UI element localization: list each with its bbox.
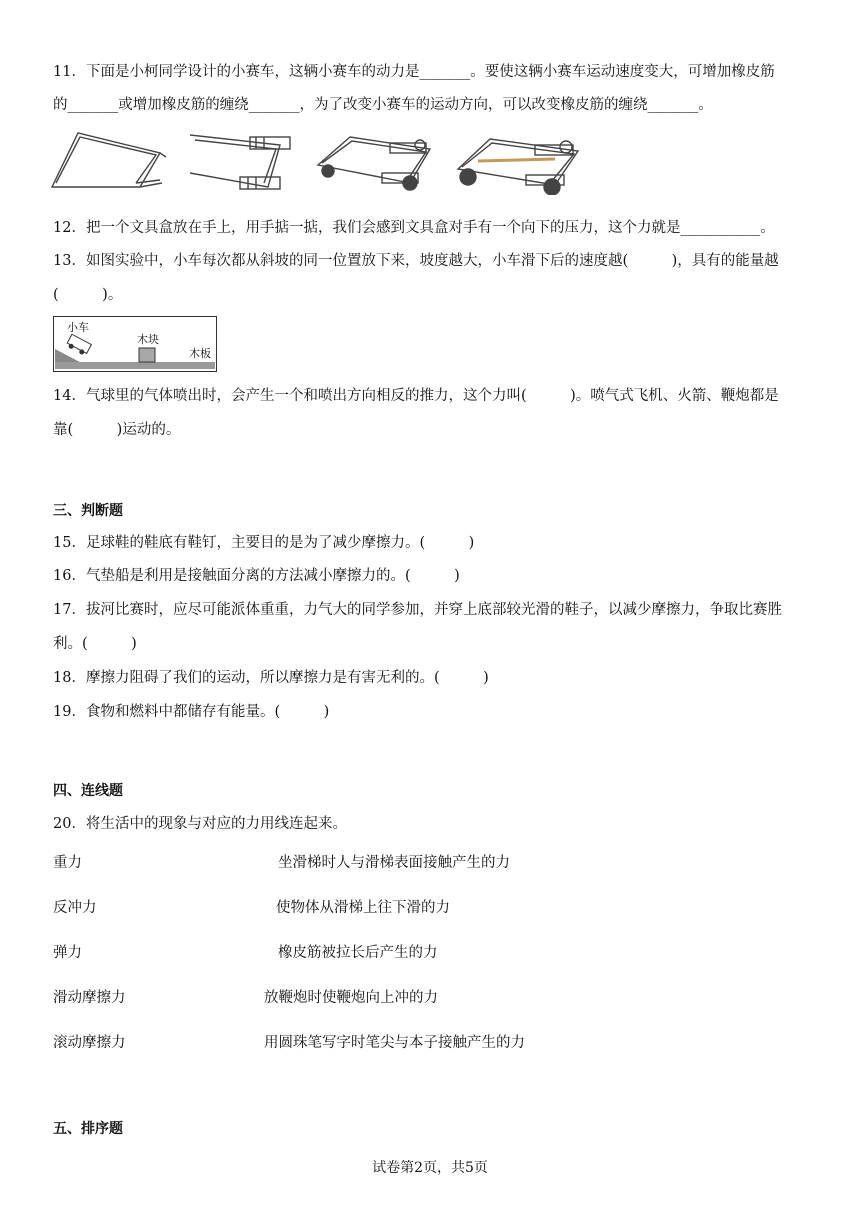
car-frame-step-4 bbox=[458, 139, 578, 195]
car-frame-step-2 bbox=[190, 135, 290, 189]
q13-line-1: 13．如图实验中，小车每次都从斜坡的同一位置放下来，坡度越大，小车滑下后的速度越( )，具有的能量越 bbox=[53, 253, 779, 269]
q18-line: 18．摩擦力阻碍了我们的运动，所以摩擦力是有害无利的。( ) bbox=[53, 670, 489, 686]
q16-line: 16．气垫船是利用是接触面分离的方法减小摩擦力的。( ) bbox=[53, 568, 460, 584]
section-4-title: 四、连线题 bbox=[53, 783, 123, 799]
race-car-figure bbox=[50, 125, 590, 195]
match-left-item: 弹力 bbox=[53, 945, 82, 961]
match-right-item: 用圆珠笔写字时笔尖与本子接触产生的力 bbox=[264, 1035, 525, 1051]
block-label: 木块 bbox=[137, 333, 159, 346]
q20-line: 20．将生活中的现象与对应的力用线连起来。 bbox=[53, 816, 347, 832]
board-label: 木板 bbox=[189, 347, 211, 360]
car-frame-step-1 bbox=[52, 133, 166, 187]
wood-block-icon bbox=[139, 348, 155, 362]
q12-line: 12．把一个文具盒放在手上，用手掂一掂，我们会感到文具盒对手有一个向下的压力，这个力就是___________。 bbox=[53, 220, 775, 236]
q14-line-2: 靠( )运动的。 bbox=[53, 422, 181, 438]
q11-line-2: 的_______或增加橡皮筋的缠绕_______，为了改变小赛车的运动方向，可以改变橡皮筋的缠绕_______。 bbox=[53, 97, 713, 113]
match-left-item: 滑动摩擦力 bbox=[53, 990, 126, 1006]
car-label: 小车 bbox=[67, 321, 89, 334]
section-5-title: 五、排序题 bbox=[53, 1121, 123, 1137]
car-frame-step-3 bbox=[318, 137, 430, 190]
q19-line: 19．食物和燃料中都储存有能量。( ) bbox=[53, 704, 330, 720]
match-right-item: 使物体从滑梯上往下滑的力 bbox=[276, 900, 450, 916]
ramp-experiment-figure bbox=[53, 316, 217, 372]
q11-line-1: 11．下面是小柯同学设计的小赛车，这辆小赛车的动力是_______。要使这辆小赛车运动速度变大，可增加橡皮筋 bbox=[53, 64, 775, 80]
q17-line-1: 17．拔河比赛时，应尽可能派体重重，力气大的同学参加，并穿上底部较光滑的鞋子，以减少摩擦力，争取比赛胜 bbox=[53, 602, 782, 618]
q14-line-1: 14．气球里的气体喷出时，会产生一个和喷出方向相反的推力，这个力叫( )。喷气式飞机、火箭、鞭炮都是 bbox=[53, 388, 779, 404]
match-right-item: 坐滑梯时人与滑梯表面接触产生的力 bbox=[278, 855, 510, 871]
match-left-item: 重力 bbox=[53, 855, 82, 871]
section-3-title: 三、判断题 bbox=[53, 503, 123, 519]
q17-line-2: 利。( ) bbox=[53, 636, 137, 652]
match-right-item: 橡皮筋被拉长后产生的力 bbox=[278, 945, 438, 961]
match-right-item: 放鞭炮时使鞭炮向上冲的力 bbox=[264, 990, 438, 1006]
q13-line-2: ( )。 bbox=[53, 287, 123, 303]
page-footer: 试卷第2页，共5页 bbox=[372, 1160, 488, 1176]
match-left-item: 反冲力 bbox=[53, 900, 97, 916]
match-left-item: 滚动摩擦力 bbox=[53, 1035, 126, 1051]
q15-line: 15．足球鞋的鞋底有鞋钉，主要目的是为了减少摩擦力。( ) bbox=[53, 535, 475, 551]
